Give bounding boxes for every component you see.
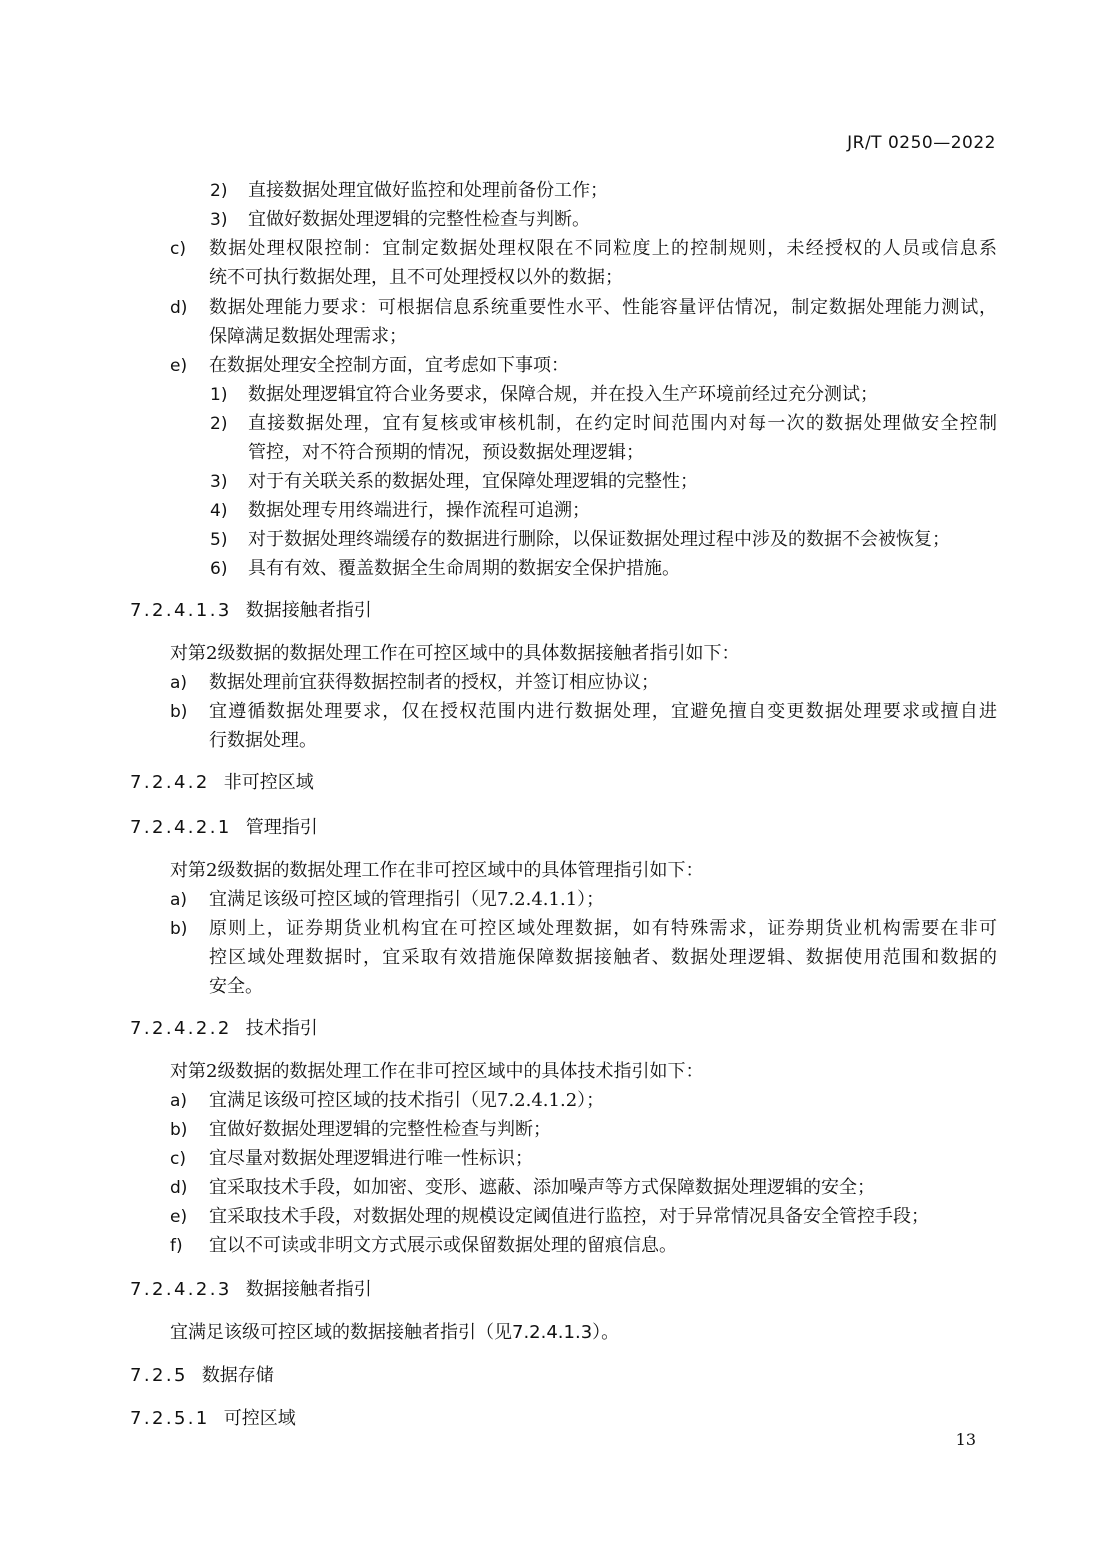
- list-item-text: 宜遵循数据处理要求，仅在授权范围内进行数据处理，宜避免擅自变更数据处理要求或擅自进: [209, 701, 997, 722]
- list-marker: a): [170, 1091, 188, 1111]
- list-marker: 4): [210, 501, 228, 521]
- paragraph: 对第2级数据的数据处理工作在非可控区域中的具体技术指引如下：: [170, 1061, 704, 1082]
- section-number: 7.2.5.1: [130, 1408, 210, 1429]
- section-title: 数据存储: [201, 1365, 274, 1386]
- list-item-text: 宜以不可读或非明文方式展示或保留数据处理的留痕信息。: [209, 1235, 677, 1256]
- section-heading: [130, 1405, 296, 1433]
- list-item-text: 直接数据处理，宜有复核或审核机制，在约定时间范围内对每一次的数据处理做安全控制: [248, 413, 997, 434]
- list-item-text: 安全。: [209, 976, 263, 997]
- list-item-text: 宜做好数据处理逻辑的完整性检查与判断；: [209, 1119, 551, 1140]
- section-number: 7.2.4.2.2: [130, 1018, 232, 1039]
- list-item-text: 宜采取技术手段，对数据处理的规模设定阈值进行监控，对于异常情况具备安全管控手段；: [209, 1206, 929, 1227]
- list-item-text: 统不可执行数据处理，且不可处理授权以外的数据；: [209, 267, 623, 288]
- list-marker: 3): [210, 472, 228, 492]
- section-heading: [130, 1015, 318, 1043]
- paragraph: 宜满足该级可控区域的数据接触者指引（见7.2.4.1.3）。: [170, 1322, 620, 1343]
- list-marker: 1): [210, 385, 228, 405]
- list-marker: 2): [210, 181, 228, 201]
- list-marker: d): [170, 1178, 188, 1198]
- section-number: 7.2.4.2: [130, 772, 210, 793]
- section-title: 非可控区域: [223, 772, 314, 793]
- list-item-text: 宜采取技术手段，如加密、变形、遮蔽、添加噪声等方式保障数据处理逻辑的安全；: [209, 1177, 875, 1198]
- section-heading: [130, 814, 318, 842]
- list-marker: c): [170, 1149, 186, 1169]
- list-item-text: 数据处理逻辑宜符合业务要求，保障合规，并在投入生产环境前经过充分测试；: [248, 384, 878, 405]
- list-marker: b): [170, 919, 188, 939]
- list-item-text: 在数据处理安全控制方面，宜考虑如下事项：: [209, 355, 569, 376]
- list-item-text: 宜尽量对数据处理逻辑进行唯一性标识；: [209, 1148, 533, 1169]
- section-heading: [130, 769, 314, 797]
- list-item-text: 管控，对不符合预期的情况，预设数据处理逻辑；: [248, 442, 644, 463]
- list-marker: 6): [210, 559, 228, 579]
- section-title: 可控区域: [223, 1408, 296, 1429]
- list-item-text: 宜满足该级可控区域的管理指引（见7.2.4.1.1）；: [209, 889, 605, 910]
- list-marker: 5): [210, 530, 228, 550]
- list-item-text: 保障满足数据处理需求；: [209, 326, 407, 347]
- list-marker: b): [170, 1120, 188, 1140]
- list-item-text: 数据处理能力要求：可根据信息系统重要性水平、性能容量评估情况，制定数据处理能力测试，: [209, 297, 997, 318]
- list-item-text: 具有有效、覆盖数据全生命周期的数据安全保护措施。: [248, 558, 680, 579]
- list-marker: f): [170, 1236, 183, 1256]
- list-marker: 3): [210, 210, 228, 230]
- list-marker: c): [170, 239, 186, 259]
- list-item-text: 原则上，证券期货业机构宜在可控区域处理数据，如有特殊需求，证券期货业机构需要在非可: [209, 918, 997, 939]
- section-heading: [130, 1362, 274, 1390]
- list-marker: a): [170, 890, 188, 910]
- section-title: 数据接触者指引: [245, 600, 372, 621]
- list-item-text: 宜满足该级可控区域的技术指引（见7.2.4.1.2）；: [209, 1090, 605, 1111]
- section-number: 7.2.5: [130, 1365, 188, 1386]
- list-item-text: 控区域处理数据时，宜采取有效措施保障数据接触者、数据处理逻辑、数据使用范围和数据的: [209, 947, 997, 968]
- list-item-text: 数据处理前宜获得数据控制者的授权，并签订相应协议；: [209, 672, 659, 693]
- list-marker: b): [170, 702, 188, 722]
- document-id: JR/T 0250—2022: [847, 133, 996, 153]
- list-item-text: 数据处理专用终端进行，操作流程可追溯；: [248, 500, 590, 521]
- paragraph: 对第2级数据的数据处理工作在可控区域中的具体数据接触者指引如下：: [170, 643, 740, 664]
- section-title: 技术指引: [245, 1018, 318, 1039]
- section-number: 7.2.4.1.3: [130, 600, 232, 621]
- list-marker: a): [170, 673, 188, 693]
- section-heading: [130, 597, 372, 625]
- section-number: 7.2.4.2.3: [130, 1279, 232, 1300]
- page-number: 13: [955, 1430, 976, 1449]
- list-item-text: 行数据处理。: [209, 730, 317, 751]
- section-number: 7.2.4.2.1: [130, 817, 232, 838]
- list-item-text: 数据处理权限控制：宜制定数据处理权限在不同粒度上的控制规则，未经授权的人员或信息系: [209, 238, 997, 259]
- list-item-text: 对于数据处理终端缓存的数据进行删除，以保证数据处理过程中涉及的数据不会被恢复；: [248, 529, 950, 550]
- section-heading: [130, 1276, 372, 1304]
- section-title: 数据接触者指引: [245, 1279, 372, 1300]
- list-marker: e): [170, 1207, 188, 1227]
- paragraph: 对第2级数据的数据处理工作在非可控区域中的具体管理指引如下：: [170, 860, 704, 881]
- list-marker: e): [170, 356, 188, 376]
- list-item-text: 直接数据处理宜做好监控和处理前备份工作；: [248, 180, 608, 201]
- list-marker: d): [170, 298, 188, 318]
- list-marker: 2): [210, 414, 228, 434]
- section-title: 管理指引: [245, 817, 318, 838]
- list-item-text: 宜做好数据处理逻辑的完整性检查与判断。: [248, 209, 590, 230]
- list-item-text: 对于有关联关系的数据处理，宜保障处理逻辑的完整性；: [248, 471, 698, 492]
